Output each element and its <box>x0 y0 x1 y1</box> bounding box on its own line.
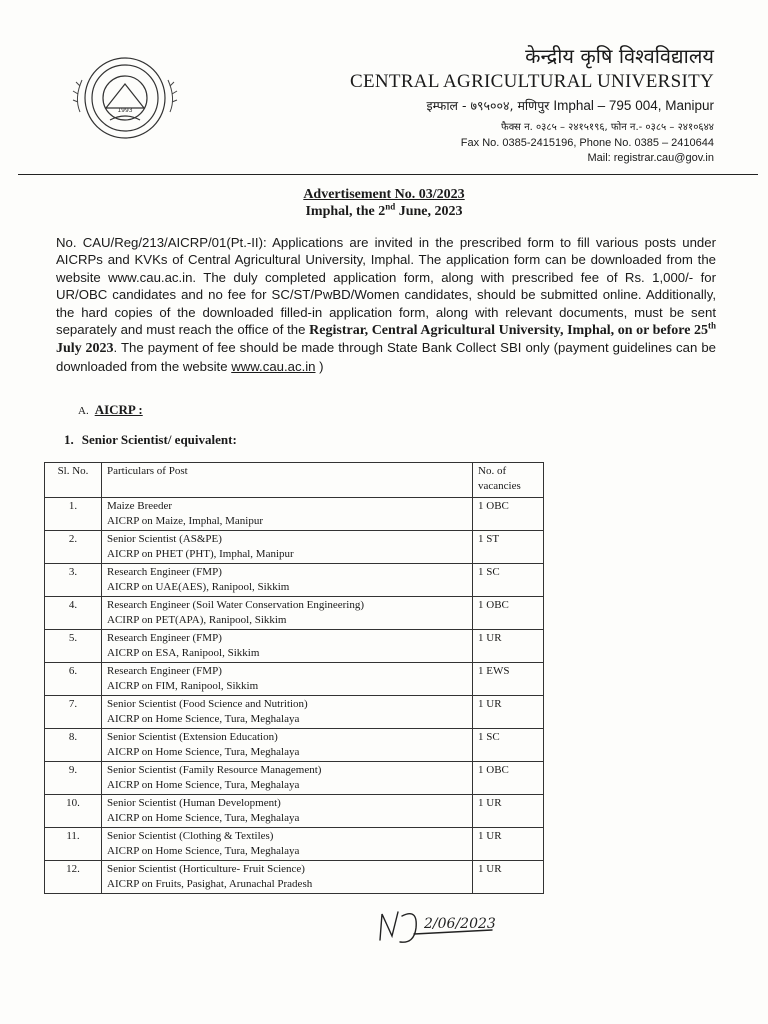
row-vacancies: 1 OBC <box>473 498 544 531</box>
section-label: A. <box>78 405 89 417</box>
row-sl: 5. <box>45 630 102 663</box>
row-post-cell <box>102 696 473 729</box>
subsection-heading <box>64 432 237 448</box>
row-sl: 7. <box>45 696 102 729</box>
row-vacancies: 1 OBC <box>473 597 544 630</box>
row-vacancies: 1 UR <box>473 795 544 828</box>
post-scheme: AICRP on Home Science, Tura, Meghalaya <box>107 779 300 791</box>
row-post-cell <box>102 861 473 894</box>
address-line <box>350 96 714 116</box>
section-heading-aicrp <box>78 402 143 418</box>
row-vacancies: 1 ST <box>473 531 544 564</box>
table-row <box>45 531 544 564</box>
row-vacancies: 1 UR <box>473 861 544 894</box>
table-row <box>45 597 544 630</box>
table-row <box>45 762 544 795</box>
address-english: Imphal – 795 004, Manipur <box>553 98 714 113</box>
header-post: Particulars of Post <box>102 463 473 498</box>
row-sl: 1. <box>45 498 102 531</box>
row-sl: 11. <box>45 828 102 861</box>
post-name: Senior Scientist (Extension Education) <box>107 731 278 743</box>
post-scheme: AICRP on UAE(AES), Ranipool, Sikkim <box>107 581 290 593</box>
post-name: Research Engineer (Soil Water Conservation Engineering) <box>107 599 365 611</box>
advertisement-date: Imphal, the 2nd June, 2023 <box>305 201 463 219</box>
table-row <box>45 630 544 663</box>
post-scheme: AICRP on Maize, Imphal, Manipur <box>107 515 264 527</box>
row-sl: 6. <box>45 663 102 696</box>
post-name: Senior Scientist (Food Science and Nutrition) <box>107 698 308 710</box>
post-scheme: AICRP on Home Science, Tura, Meghalaya <box>107 713 300 725</box>
fax-phone-hindi: फैक्स न. ०३८५ – २४१५१९६, फोन न.- ०३८५ – २४१०६४४ <box>501 122 714 133</box>
row-vacancies: 1 SC <box>473 729 544 762</box>
post-scheme: AICRP on Home Science, Tura, Meghalaya <box>107 812 300 824</box>
fax-phone: Fax No. 0385-2415196, Phone No. 0385 – 2410644 <box>460 137 714 149</box>
handwritten-signature <box>372 906 508 950</box>
university-name-english: CENTRAL AGRICULTURAL UNIVERSITY <box>350 71 714 92</box>
post-name: Research Engineer (FMP) <box>107 632 222 644</box>
row-vacancies: 1 EWS <box>473 663 544 696</box>
post-name: Research Engineer (FMP) <box>107 665 222 677</box>
header-divider <box>18 174 758 175</box>
post-name: Senior Scientist (Clothing & Textiles) <box>107 830 274 842</box>
table-row <box>45 696 544 729</box>
post-name: Senior Scientist (Family Resource Management) <box>107 764 322 776</box>
section-title: AICRP : <box>94 402 143 417</box>
post-name: Maize Breeder <box>107 500 173 512</box>
row-post-cell <box>102 630 473 663</box>
row-vacancies: 1 UR <box>473 828 544 861</box>
row-sl: 9. <box>45 762 102 795</box>
table-header-row <box>45 463 544 498</box>
table-row <box>45 795 544 828</box>
row-post-cell <box>102 663 473 696</box>
university-name-hindi: केन्द्रीय कृषि विश्वविद्यालय <box>525 44 714 68</box>
row-post-cell <box>102 564 473 597</box>
post-scheme: AICRP on ESA, Ranipool, Sikkim <box>107 647 260 659</box>
table-row <box>45 861 544 894</box>
row-vacancies: 1 UR <box>473 630 544 663</box>
website-link[interactable]: www.cau.ac.in <box>231 358 316 374</box>
row-sl: 4. <box>45 597 102 630</box>
post-name: Research Engineer (FMP) <box>107 566 222 578</box>
subsection-number: 1. <box>64 432 74 447</box>
row-post-cell <box>102 597 473 630</box>
post-scheme: AICRP on Fruits, Pasighat, Arunachal Pradesh <box>107 878 313 890</box>
university-seal-logo <box>66 50 184 146</box>
row-post-cell <box>102 729 473 762</box>
row-sl: 3. <box>45 564 102 597</box>
table-row <box>45 663 544 696</box>
post-name: Senior Scientist (Human Development) <box>107 797 281 809</box>
post-scheme: AICRP on Home Science, Tura, Meghalaya <box>107 746 300 758</box>
row-sl: 12. <box>45 861 102 894</box>
row-sl: 10. <box>45 795 102 828</box>
email-address: Mail: registrar.cau@gov.in <box>587 152 714 164</box>
post-scheme: AICRP on Home Science, Tura, Meghalaya <box>107 845 300 857</box>
row-vacancies: 1 SC <box>473 564 544 597</box>
post-scheme: AICRP on FIM, Ranipool, Sikkim <box>107 680 259 692</box>
row-post-cell <box>102 498 473 531</box>
row-post-cell <box>102 828 473 861</box>
table-row <box>45 498 544 531</box>
vacancy-table <box>44 462 544 894</box>
seal-year-text: 1993 <box>117 107 133 114</box>
row-sl: 2. <box>45 531 102 564</box>
header-vacancies: No. of vacancies <box>473 463 544 498</box>
row-post-cell <box>102 762 473 795</box>
row-sl: 8. <box>45 729 102 762</box>
table-row <box>45 828 544 861</box>
post-name: Senior Scientist (Horticulture- Fruit Science) <box>107 863 305 875</box>
advertisement-number: Advertisement No. 03/2023 <box>303 187 465 202</box>
deadline-text: Registrar, Central Agricultural University, Imphal, on or before 25th July 2023 <box>56 320 717 357</box>
row-post-cell <box>102 531 473 564</box>
subsection-title: Senior Scientist/ equivalent: <box>81 432 237 447</box>
notice-paragraph: No. CAU/Reg/213/AICRP/01(Pt.-II): Applications are invited in the prescribed form to fill various posts under AICRPs and KVKs of Central Agricultural University, Imphal. The application form can be downloaded from the website www.cau.ac.in. The duly completed application form, along with prescribed fee of Rs. 1,000/- for UR/OBC candidates and no fee for SC/ST/PwBD/Women candidates, should be submitted online. Additionally, the hard copies of the downloaded filled-in application form, along with relevant documents, must be sent separately and must reach the office of the Registrar, Central Agricultural University, Imphal, on or before 25th July 2023. The payment of fee should be made through State Bank Collect SBI only (payment guidelines can be downloaded from the website www.cau.ac.in ) <box>56 235 717 374</box>
post-scheme: ACIRP on PET(APA), Ranipool, Sikkim <box>107 614 287 626</box>
table-row <box>45 729 544 762</box>
post-name: Senior Scientist (AS&PE) <box>107 533 222 545</box>
row-vacancies: 1 OBC <box>473 762 544 795</box>
advertisement-heading <box>0 186 768 220</box>
table-row <box>45 564 544 597</box>
post-scheme: AICRP on PHET (PHT), Imphal, Manipur <box>107 548 294 560</box>
header-sl-no: Sl. No. <box>45 463 102 498</box>
row-vacancies: 1 UR <box>473 696 544 729</box>
address-hindi: इम्फाल - ७९५००४, मणिपुर <box>426 98 550 113</box>
signature-date: 2/06/2023 <box>424 916 496 932</box>
row-post-cell <box>102 795 473 828</box>
letterhead <box>350 44 714 166</box>
